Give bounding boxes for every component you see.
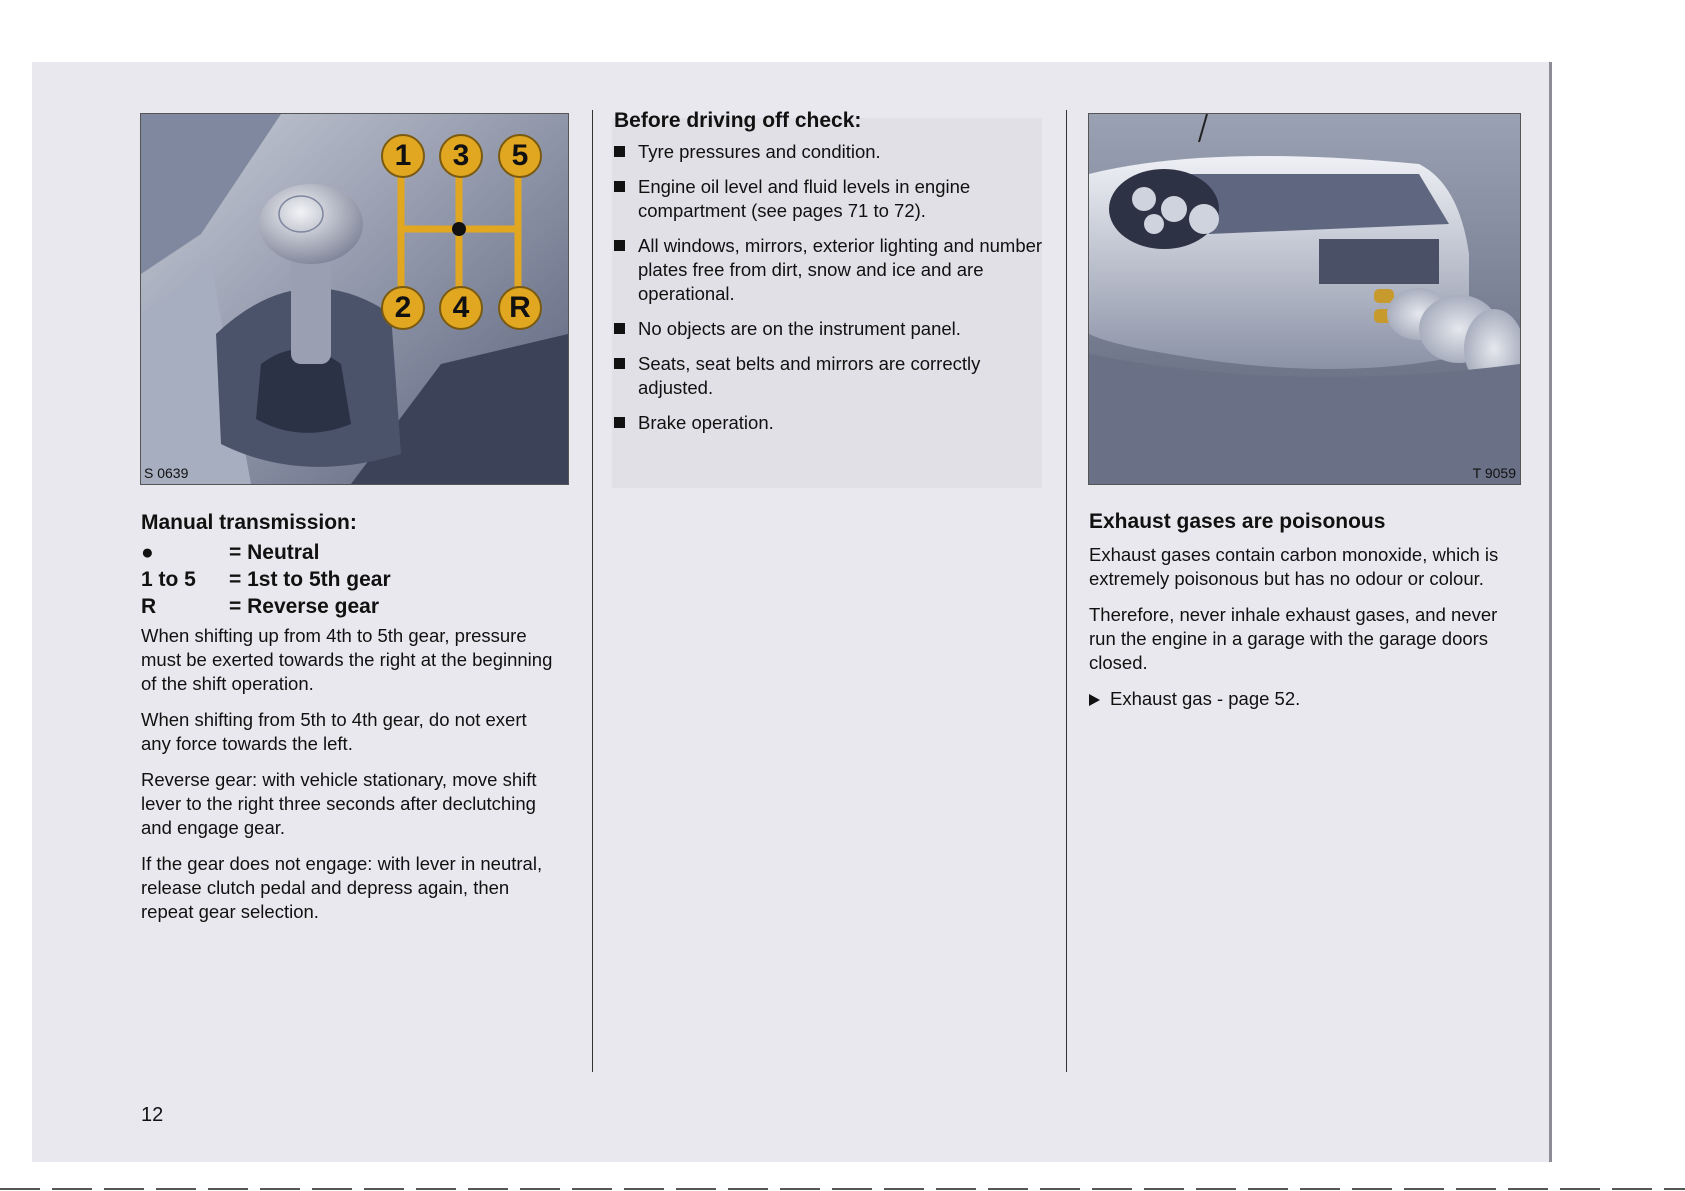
bullet-square-icon [614,181,625,192]
gear-badge-2: 2 [381,286,425,330]
checklist-item: No objects are on the instrument panel. [614,317,1049,341]
bullet-square-icon [614,146,625,157]
page-number: 12 [141,1104,164,1126]
gear-badge-1: 1 [381,134,425,178]
legend-value: = Neutral [229,541,320,564]
exhaust-gases-section [1089,509,1509,711]
figure-code: T 9059 [1472,465,1516,481]
figure-code: S 0639 [144,465,189,481]
checklist-item: Tyre pressures and condition. [614,140,1049,164]
legend-key: ● [141,541,154,564]
checklist [614,140,1049,435]
bullet-square-icon [614,323,625,334]
reference-text: Exhaust gas - page 52. [1110,688,1301,709]
section-heading: Before driving off check: [614,109,862,132]
before-driving-section [614,108,1049,446]
checklist-item: Seats, seat belts and mirrors are correctly adjusted. [614,352,1049,400]
arrow-right-icon [1089,694,1100,706]
gear-badge-3: 3 [439,134,483,178]
bullet-square-icon [614,358,625,369]
paragraph: When shifting from 5th to 4th gear, do not exert any force towards the left. [141,709,527,754]
column-divider-left [592,110,593,1072]
checklist-item: Engine oil level and fluid levels in engine compartment (see pages 71 to 72). [614,175,1049,223]
paragraph: If the gear does not engage: with lever in neutral, release clutch pedal and depress again, then repeat gear selection. [141,853,543,922]
legend-value: = 1st to 5th gear [229,568,391,591]
gear-shift-illustration [140,113,569,485]
gear-badge-4: 4 [439,286,483,330]
paragraph: Exhaust gases contain carbon monoxide, which is extremely poisonous but has no odour or colour. [1089,544,1499,589]
legend-row [141,539,571,566]
section-heading: Manual transmission: [141,511,357,534]
manual-transmission-section [141,510,571,936]
legend-key: R [141,595,157,618]
bullet-square-icon [614,417,625,428]
scan-edge [0,1188,1685,1190]
legend-key: 1 to 5 [141,568,196,591]
gear-badge-5: 5 [498,134,542,178]
legend-row [141,566,571,593]
paragraph: When shifting up from 4th to 5th gear, pressure must be exerted towards the right at the beginning of the shift operation. [141,625,553,694]
paragraph: Therefore, never inhale exhaust gases, and never run the engine in a garage with the garage doors closed. [1089,604,1498,673]
page-edge-shadow [1549,62,1552,1162]
gear-legend [141,539,571,620]
cross-reference [1089,687,1509,711]
exhaust-illustration [1088,113,1521,485]
bullet-square-icon [614,240,625,251]
legend-row [141,593,571,620]
legend-value: = Reverse gear [229,595,380,618]
checklist-item: All windows, mirrors, exterior lighting and number plates free from dirt, snow and ice and are operational. [614,234,1049,306]
gear-badge-r: R [498,286,542,330]
paragraph: Reverse gear: with vehicle stationary, move shift lever to the right three seconds after declutching and engage gear. [141,769,537,838]
section-heading: Exhaust gases are poisonous [1089,510,1386,533]
checklist-item: Brake operation. [614,411,1049,435]
column-divider-right [1066,110,1067,1072]
